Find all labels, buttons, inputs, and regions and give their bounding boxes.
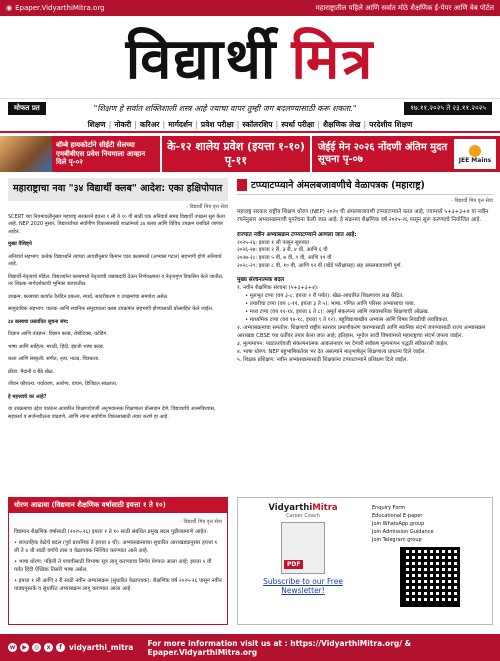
free-copy-badge: मोफत प्रत [8, 102, 46, 115]
paragraph: कला आणि संस्कृती: संगीत, नृत्य, नाट्य, चित्रकला. [8, 356, 100, 363]
ad-brand-a: Vidyarthi [268, 503, 313, 513]
nav-item[interactable]: स्कॉलरशिप [242, 119, 273, 129]
right-headline [237, 178, 493, 195]
ad-link[interactable]: Join Admission Guidance [372, 529, 434, 535]
nav-item[interactable]: परदेशीय शिक्षण [369, 119, 413, 129]
paragraph: या उपक्रमाचा उद्देश पाठांतर आधारित शिक्षणाऐवजी अनुभवात्मक शिक्षणाला प्रोत्साहन देणे, विद्यार्थ्यांचे आत्मविश्वास, सहकार्य व सर्जनशीलता वाढवणे, आणि त्यांना सर्वांगीण विकासासाठी तयार करणे हा आहे. [8, 406, 216, 420]
masthead [0, 16, 500, 98]
paragraph: विद्यमान शैक्षणिक वर्षासाठी (२०२५-२६) इयत्ता १ ते १० साठी संबंधित प्रमुख बदल पुढीलप्रमाणे आहेत: [14, 529, 208, 535]
change-item: • तयारीचा टप्पा (वय ८-११, इयत्ता ३ ते ५): भाषा, गणित आणि परिसर अभ्यासाचा पाया. [245, 301, 416, 308]
jee-logo-label: JEE Mains [458, 156, 492, 164]
paragraph: ३४ क्लबचा प्रस्तावित सूचना संच: [8, 318, 69, 325]
paragraph: • साप्ताहिक वेळेचे बदल (पूर्व प्राथमिक ते इयत्ता ४ थी): अभ्यासक्रमाच्या सुधारित आराखड्यानुसार इयत्ता १ ली ते ४ थी साठी वर्गाचे तास व वेळापत्रक निश्चित करण्यात आले आहे. [14, 539, 218, 554]
headline-banner [0, 136, 500, 172]
section-nav [0, 118, 500, 133]
nav-separator: | [195, 120, 198, 129]
footer [0, 634, 500, 661]
change-item: ३. मूल्यमापन: पाठांतरऐवजी संकल्पनात्मक आकलनावर भर देणारी सर्वंकष मूल्यमापन पद्धती स्वीकारली जाईल. [237, 340, 449, 347]
issue-strip [0, 98, 500, 118]
headline-marker-icon [237, 179, 247, 191]
ad-link[interactable]: Join WhatsApp group [372, 521, 425, 527]
left-headline: महाराष्ट्राचा नवा "३४ विद्यार्थी क्लब" आदेश: एका हक्षिपोपात [8, 178, 228, 201]
globe-icon: ◉ [6, 4, 13, 12]
change-item: ५. शिक्षक प्रशिक्षण: नवीन अभ्यासक्रमासाठी शिक्षकांना टप्प्याटप्प्याने प्रशिक्षण दिले जाईल. [237, 356, 409, 363]
motto: "शिक्षण हे सर्वात शक्तिशाली शस्त्र आहे ज्याचा वापर तुम्ही जग बदलण्यासाठी करू शकता." [93, 104, 357, 113]
timeline-item: २०२८-२९: इयत्ता ८ वी, १० वी, आणि १२ वी (बोर्ड परीक्षांसह) सह अंमलबजावणी पूर्ण. [237, 263, 403, 270]
nav-separator: | [363, 120, 367, 129]
whatsapp-icon[interactable]: w [9, 644, 16, 651]
facebook-icon[interactable]: f [56, 643, 65, 652]
policy-box-byline: - विद्यार्थी मित्र वृत्त सेवा [180, 519, 222, 525]
ad-brand [268, 503, 337, 513]
issue-date: १७.११.२०२५ ते २३.११.२०२५ [404, 102, 492, 115]
banner-item-1[interactable] [0, 136, 160, 172]
paragraph: जीवन कौशल्य: पर्यावरण, आरोग्य, वाचन, डिजिटल साक्षरता. [8, 381, 118, 388]
ad-brand-b: Mitra [312, 503, 338, 513]
epaper-handle[interactable] [6, 4, 105, 12]
social-icons [8, 643, 65, 652]
social-handle[interactable]: vidyarthi_mitra [69, 643, 134, 652]
epaper-handle-text: Epaper.VidyarthiMitra.org [15, 4, 105, 12]
policy-box-title: धोरण आढावा (विद्यमान शैक्षणिक वर्षासाठी इयत्ता १ ते १०) [9, 498, 227, 513]
paragraph: क्रीडा: मैदानी व बैठे खेळ. [8, 368, 55, 375]
change-item: • मध्य टप्पा (वय ११-१४, इयत्ता ६ ते ८): अमूर्त संकल्पना आणि व्यावसायिक शिक्षणाची ओळख. [245, 309, 430, 316]
twitter-icon[interactable]: x [44, 643, 53, 652]
change-item: १. नवीन शैक्षणिक संरचना (५+३+३+४): [237, 285, 319, 292]
banner-item-1-text: बॉम्बे हायकोर्टाने सीईटी सेलच्या एमबीबीएस प्रवेश नियमाला आव्हान दिले पृ-०२ [56, 140, 146, 167]
nav-separator: | [162, 120, 166, 129]
ad-link[interactable]: Join Telegram group [372, 537, 422, 543]
timeline-item: २०२५-२६: इयत्ता १ ली पासून सुरुवात [237, 239, 310, 246]
right-headline-text: टप्प्याटप्प्याने अंमलबजावणीचे वेळापत्रक (महाराष्ट्र) [251, 180, 425, 191]
instagram-icon[interactable]: ◎ [33, 644, 40, 651]
change-item: • माध्यमिक टप्पा (वय १४-१८, इयत्ता ९ ते १२): बहुविद्याशाखीय अभ्यास आणि विषय निवडीची लवचिकता. [245, 317, 449, 323]
nav-separator: | [134, 120, 137, 129]
paragraph: मुख्य वैशिष्ट्ये [8, 241, 32, 248]
timeline-heading: राज्यात नवीन अभ्यासक्रम टप्प्याटप्प्याने आणला जात आहे: [237, 231, 357, 238]
tagline: महाराष्ट्रातील पहिले आणि सर्वात मोठे शैक्षणिक ई-पेपर आणि वेब पोर्टल [315, 3, 494, 12]
nav-separator: | [108, 120, 112, 129]
qr-code[interactable] [400, 547, 460, 607]
banner-item-2[interactable]: के-१२ शालेय प्रवेश (इयत्ता १-१०) पृ-११ [160, 136, 310, 172]
paragraph: उपक्रम: क्लबच्या कार्यात दैनंदिन प्रकल्प, स्पर्धा, सादरीकरण व उपक्रमांचा समावेश असेल. [8, 293, 169, 300]
change-item: २. अभ्यासक्रमाचा समतोल: शिक्षणाचे राष्ट्रीय स्तरावर प्रमाणीकरण करण्यासाठी आणि स्थानिक संदर्भ जपण्यासाठी राज्य अभ्यासक्रम आराखडा CBSE च्या धर्तीवर तयार केला जात आहे; इतिहास, भूगोल आदी विषयांमध्ये महाराष्ट्राचा संदर्भ जपला जाईल. [237, 324, 486, 339]
ad-link[interactable]: Educational E-paper [372, 513, 423, 519]
nav-separator: | [317, 120, 320, 129]
change-item: • मूलभूत टप्पा (वय ३-८, इयत्ता २ री पर्यंत): खेळ-आधारित शिक्षणावर लक्ष केंद्रित. [245, 293, 404, 300]
nav-separator: | [275, 120, 279, 129]
youtube-icon[interactable]: ▶ [20, 643, 29, 652]
ad-career: Career Coach [286, 513, 320, 519]
paragraph: हे महत्त्वाचे का आहे? [8, 393, 47, 400]
changes-heading: मुख्य संरचनात्मक बदल [237, 277, 285, 284]
nav-item[interactable]: करिअर [139, 119, 160, 129]
nav-item[interactable]: शैक्षणिक लेख [322, 119, 361, 129]
left-byline: - विद्यार्थी मित्र वृत्त सेवा [186, 203, 228, 210]
nav-item[interactable]: स्पर्धा परीक्षा [281, 119, 315, 129]
paragraph: SCERT च्या नियमावलीनुसार महाराष्ट्र सरकारने इयत्ता १ ली ते १० वी साठी एक अनिवार्य समग्र विद्यार्थी उपक्रम सुरु केला आहे. NEP 2020 नुसार, विद्यार्थ्यांच्या सर्वांगीण विकासासाठी शाळांमध्ये ३४ क्लब आणि विविध उपक्रम राबविले जाणार आहेत. [8, 213, 225, 235]
masthead-word-1: विद्यार्थी [125, 26, 278, 92]
paragraph: अनिवार्य सहभाग: प्रत्येक विद्यार्थ्याने त्यांच्या आवडीनुसार किमान एका क्लबमध्ये (अभ्यास गटात) सहभागी होणे अनिवार्य आहे. [8, 253, 222, 268]
nav-item[interactable]: शिक्षण [87, 119, 106, 129]
paragraph: सामुदायिक सहभाग: पालक आणि स्थानिक समुदायाला क्लब उपक्रमांत सहभागी होण्यासाठी प्रोत्साहित केले जाईल. [8, 306, 214, 313]
nav-item[interactable]: मार्गदर्शन [168, 119, 193, 129]
nav-separator: | [236, 120, 240, 129]
paragraph: • भाषा धोरण: पहिली ते पाचवीसाठी त्रिभाषा सूत्र लागू करण्याचा निर्णय घेण्यात आला आहे; इयत्ता ५ वी पर्यंत हिंदी ऐच्छिक तिसरी भाषा असेल. [14, 558, 212, 573]
timeline-item: २०२६-२७: इयत्ता २ री, ३ री, ४ थी, आणि ६ वी [237, 247, 328, 254]
paragraph: भाषा आणि साहित्य: मराठी, हिंदी, इंग्रजी भाषा क्लब. [8, 343, 105, 350]
jee-logo [454, 139, 496, 169]
nav-item[interactable]: नोकरी [114, 119, 132, 129]
nav-item[interactable]: प्रवेश परीक्षा [200, 119, 234, 129]
masthead-word-2: मित्र [291, 26, 375, 92]
subscribe-link[interactable]: Subscribe to our Free Newsletter! [263, 577, 343, 596]
banner-item-3[interactable] [310, 136, 500, 172]
top-bar [0, 0, 500, 16]
students-photo [0, 136, 52, 172]
footer-info[interactable]: For more information visit us at : https://VidyarthiMitra.org/ & Epaper.VidyarthiMitra.org [147, 638, 412, 657]
timeline-item: २०२७-२८: इयत्ता ५ वी, ७ वी, ९ वी, आणि ११ वी [237, 255, 332, 262]
jee-logo-icon [469, 145, 481, 157]
newsletter-ad[interactable] [237, 497, 493, 625]
left-article [8, 178, 228, 426]
banner-item-3-text: जेईई मेन २०२६ नोंदणी अंतिम मुदत सूचना पृ-०७ [318, 141, 448, 165]
paragraph: महाराष्ट्र सरकार राष्ट्रीय शिक्षण धोरण (NEP) २०२० ची अंमलबजावणी टप्प्याटप्प्याने करत आहे, ज्यामध्ये ५+३+३+४ या नवीन रचनेनुसार अभ्यासक्रमाची पुनर्रचना केली जात आहे. हे संक्रमण शैक्षणिक वर्ष २०२५-२६ पासून सुरू करण्याचे नियोजित आहे. [237, 209, 489, 224]
pdf-icon [281, 522, 325, 574]
right-byline: - विद्यार्थी मित्र वृत्त सेवा [451, 198, 493, 204]
ad-link-list [372, 504, 434, 544]
paragraph: विद्यार्थी-नेतृत्वाचे मॉडेल: विद्यार्थ्यांना क्लबमध्ये नेतृत्वाची जबाबदारी देऊन निर्णयक्षमता व नेतृत्वगुण विकसित केले जातील, तर शिक्षक मार्गदर्शकाची भूमिका बजावतील. [8, 273, 224, 288]
right-article [237, 178, 493, 365]
pdf-tag: PDF [284, 560, 303, 569]
paragraph: विज्ञान आणि तंत्रज्ञान: विज्ञान क्लब, रोबोटिक्स, कोडिंग. [8, 331, 108, 338]
policy-box [8, 497, 228, 625]
ad-link[interactable]: Enquiry Form [372, 505, 406, 511]
change-item: ४. भाषा धोरण: NEP बहुभाषिकतेवर भर देत असल्याने मातृभाषेतून शिक्षणाला प्राधान्य दिले जाईल. [237, 348, 427, 355]
paragraph: • इयत्ता १ ली आणि २ री साठी नवीन अभ्यासक्रम (सुधारित वेळापत्रक): शैक्षणिक वर्ष २०२५-२६ पासून नवीन पाठ्यपुस्तके व सुधारित अभ्यासक्रम लागू करण्यात आला आहे. [14, 577, 222, 592]
